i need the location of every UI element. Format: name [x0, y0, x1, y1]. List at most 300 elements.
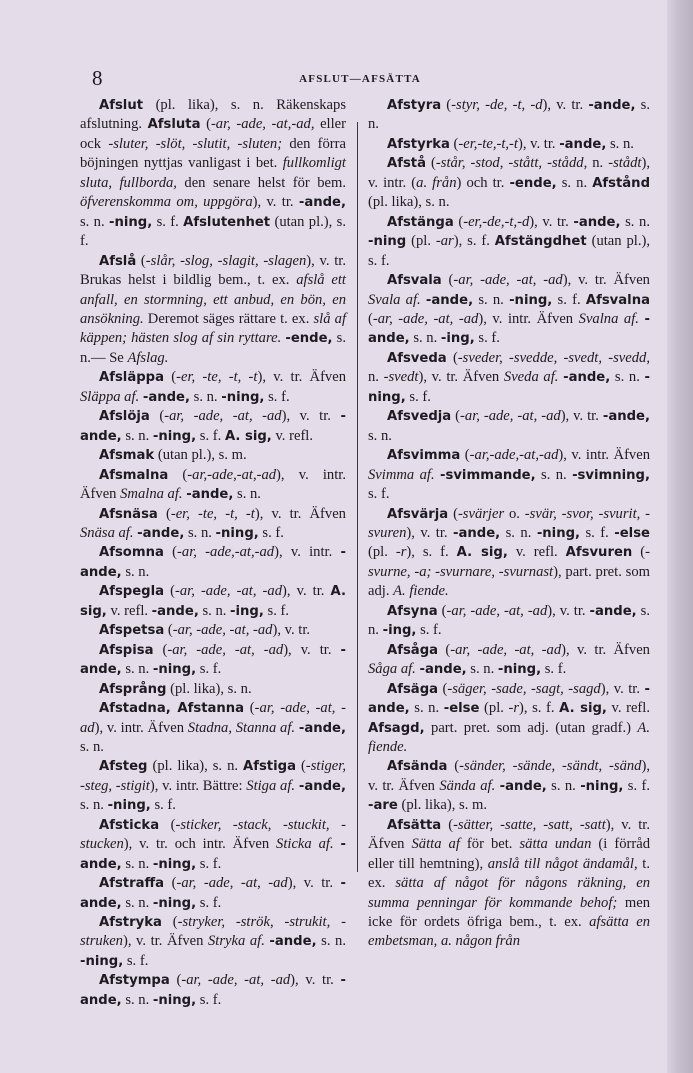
entry-text: s. n. — [80, 797, 108, 814]
headword: Afstå — [387, 156, 426, 172]
dictionary-entry — [80, 874, 346, 913]
entry-text: ( — [447, 758, 460, 775]
entry-text: s. f. — [552, 291, 586, 308]
entry-text: (utan pl.), s. f. — [368, 233, 650, 269]
italic-text: -ar, -ade, -at, -ad — [80, 700, 346, 736]
entry-text: ), part. pret. som adj. — [368, 563, 650, 600]
dictionary-entry — [80, 407, 346, 446]
headword: Afstryka — [99, 915, 162, 931]
headword: -ande, — [602, 409, 650, 425]
entry-text: s. n. — [190, 388, 222, 405]
entry-text: ), v. intr. Äfven — [478, 310, 579, 327]
italic-text: -slår, -slog, -slagit, -slagen — [145, 252, 307, 269]
headword: Afsvuren — [565, 545, 633, 561]
entry-text: ( — [149, 408, 165, 425]
entry-text: s. f. — [416, 622, 442, 639]
entry-text: s. n. — [121, 427, 153, 444]
headword: -ning, — [580, 778, 624, 794]
headword: -are — [368, 798, 398, 814]
entry-text: s. f. — [474, 330, 500, 347]
entry-text: ( — [449, 135, 459, 152]
entry-text: ( — [153, 641, 168, 658]
italic-text: -er,-te,-t,-t — [458, 135, 518, 152]
italic-text: -sänder, -sände, -sändt, -sänd — [459, 758, 642, 775]
entry-text: ), v. tr. och intr. Äfven — [123, 836, 277, 853]
entry-text: (pl. lika), s. n. Räkenskaps afslutning. — [80, 97, 346, 133]
italic-text: -ar, -ade, -at, -ad — [175, 583, 283, 600]
italic-text: Sveda af. — [503, 369, 559, 386]
headword: A. sig, — [559, 701, 607, 717]
entry-text: v. refl. — [507, 544, 566, 561]
entry-text: s. n. — [233, 486, 261, 503]
italic-text: Sätta af — [411, 836, 460, 853]
italic-text: -stryker, -strök, -strukit, -struken — [80, 914, 346, 950]
entry-text: ), v. tr. Äfven — [368, 758, 650, 794]
entry-text: ( — [368, 310, 373, 327]
dictionary-entry — [368, 213, 650, 271]
headword: A. sig, — [80, 584, 346, 619]
dictionary-entry — [80, 680, 346, 699]
entry-text: ( — [438, 680, 448, 697]
dictionary-entry — [368, 446, 650, 504]
headword: Afstiga — [243, 759, 296, 775]
headword: -ande, — [80, 837, 346, 872]
italic-text: -ar, -ade, -at, -ad — [167, 641, 284, 658]
dictionary-entry — [368, 757, 650, 815]
italic-text: -r — [395, 544, 407, 561]
italic-text: -ar, -ade, -at, -ad — [372, 310, 479, 327]
headword: Afsvala — [387, 273, 442, 289]
headword: -ning, — [368, 370, 651, 405]
entry-text: ( — [164, 622, 173, 639]
entry-text: s. n. — [409, 700, 444, 717]
entry-text: Deremot säges rättare t. ex. — [143, 310, 314, 327]
headword: Afstänga — [387, 214, 454, 230]
headword: -ande, — [419, 662, 467, 678]
italic-text: -sluter, -slöt, -slutit, -sluten; — [108, 135, 283, 152]
dictionary-entry — [80, 641, 346, 680]
headword: Afsagd, — [368, 720, 425, 736]
entry-text: eller ock — [80, 116, 346, 152]
entry-text: ), v. tr. — [517, 135, 560, 152]
entry-text: s. f. — [541, 661, 567, 678]
italic-text: -er, -te, -t, -t — [170, 505, 255, 522]
headword: Afstadna, Afstanna — [99, 701, 245, 717]
headword: Afsvalna — [585, 292, 650, 308]
entry-text: ), v. tr. — [287, 875, 341, 892]
entry-text: ), v. intr. Äfven — [80, 466, 346, 503]
entry-text: ( — [244, 700, 255, 717]
headword: Afsteg — [99, 759, 148, 775]
headword: -ande, — [142, 389, 190, 405]
entry-text: s. n. — [606, 135, 634, 152]
italic-text: Stiga af. — [246, 777, 296, 794]
headword: -ande, — [80, 545, 346, 580]
entry-text: s. n. — [556, 174, 593, 191]
dictionary-entry — [80, 252, 346, 369]
headword: -ning, — [497, 662, 542, 678]
italic-text: -stådt — [608, 155, 642, 172]
entry-text: ( — [437, 602, 447, 619]
headword: Afsvärja — [387, 506, 449, 522]
left-column — [80, 96, 346, 1010]
headword: A. sig, — [224, 428, 272, 444]
headword: -ande, — [298, 778, 346, 794]
entry-text: ), v. tr. — [542, 97, 589, 113]
entry-text: part. pret. som adj. (utan gradf.) — [424, 719, 638, 736]
italic-text: -svedt — [383, 369, 419, 386]
italic-text: Afslag. — [127, 349, 169, 366]
headword: Afstyrka — [387, 136, 450, 152]
italic-text: Snäsa af. — [80, 524, 134, 541]
headword: -ande, — [80, 973, 346, 1008]
headword: Afsyna — [387, 603, 438, 619]
dictionary-entry — [80, 466, 346, 505]
headword: Afsomna — [99, 545, 164, 561]
entry-text: s. f. — [258, 524, 284, 541]
dictionary-entry — [368, 641, 650, 680]
entry-text: s. n. — [409, 330, 441, 347]
entry-text: ), s. f. — [406, 544, 457, 561]
entry-text: ), v. tr. Äfven — [562, 272, 650, 289]
entry-text: ), v. tr. Äfven — [418, 369, 504, 386]
italic-text: -ar — [435, 233, 454, 250]
entry-text: ) och tr. — [456, 174, 510, 191]
italic-text: -sveder, -svedde, -svedt, -svedd, — [457, 349, 650, 366]
entry-text: ( — [295, 758, 306, 775]
entry-text: ), v. tr. Äfven — [368, 816, 651, 853]
dictionary-entry — [80, 446, 346, 465]
italic-text: Sända af. — [439, 777, 496, 794]
headword: -ning, — [108, 214, 153, 230]
italic-text: -styr, -de, -t, -d — [451, 97, 543, 113]
entry-text: (pl. lika), s. n. — [166, 680, 252, 697]
entry-text: den förra böjningen nyttjas vanligast i bet. — [80, 135, 346, 172]
italic-text: -sätter, -satte, -satt, -satt — [453, 816, 606, 833]
entry-text: s. n. — [368, 602, 650, 639]
headword: -ning, — [152, 428, 197, 444]
entry-text: ), v. tr. Äfven — [561, 641, 650, 658]
italic-text: slå af käppen; hästen slog af sin ryttare. — [80, 310, 346, 347]
dictionary-entry — [368, 602, 650, 641]
italic-text: anslå till något ändamål, — [487, 855, 638, 872]
italic-text: -ar, -ade, -at, -ad — [176, 875, 288, 892]
dictionary-entry — [80, 816, 346, 874]
italic-text: Stadna, Stanna af. — [187, 719, 296, 736]
entry-text: s. n. — [121, 991, 153, 1008]
headword: -ning, — [80, 953, 124, 969]
entry-text: s. f. — [196, 661, 222, 678]
entry-text: ), v. tr. Äfven — [122, 933, 208, 950]
italic-text: -ar, -ade, -at, -ad — [164, 408, 282, 425]
headword: -ing, — [382, 623, 417, 639]
entry-text: ), v. tr. — [406, 524, 454, 541]
entry-text: ( — [164, 583, 175, 600]
italic-text: a. från — [416, 174, 457, 191]
entry-text: (pl. — [406, 233, 436, 250]
entry-text: ), v. tr. — [252, 194, 299, 211]
entry-text: s. n. — [368, 97, 650, 133]
entry-text: ( — [161, 914, 178, 931]
dictionary-entry — [368, 154, 650, 212]
dictionary-entry — [80, 699, 346, 757]
italic-text: -ar,-ade,-at,-ad — [469, 447, 559, 464]
entry-text: v. refl. — [606, 700, 650, 717]
entry-text: ), v. tr. — [272, 622, 311, 639]
entry-text: ), v. tr. — [560, 408, 603, 425]
entry-text: men icke för ordets öfriga bem., t. ex. — [368, 894, 650, 931]
entry-text: s. f. — [123, 952, 149, 969]
headword: -ning, — [152, 992, 197, 1008]
headword: -ande, — [298, 195, 346, 211]
headword: -ning, — [215, 525, 259, 541]
headword: -svimmande, — [440, 467, 536, 483]
entry-text: s. f. — [150, 797, 176, 814]
italic-text: Stryka af. — [207, 933, 265, 950]
italic-text: -står, -stod, -stått, -stådd, — [435, 155, 588, 172]
italic-text: -r — [508, 700, 520, 717]
dictionary-entry — [80, 368, 346, 407]
headword: Afspisa — [99, 642, 154, 658]
entry-text: s. n. — [121, 661, 153, 678]
headword: Afspegla — [99, 584, 165, 600]
italic-text: -ar, -ade, -at, -ad — [446, 602, 548, 619]
entry-text: ( — [159, 816, 176, 833]
italic-text: -ar,-ade,-at,-ad — [187, 466, 277, 483]
headword: Afsända — [387, 759, 448, 775]
entry-text: (utan pl.), s. f. — [80, 213, 346, 250]
entry-text: s. f. — [196, 894, 222, 911]
italic-text: Såga af. — [368, 661, 416, 678]
entry-text: ( — [446, 349, 458, 366]
italic-text: -ar, -ade, -at, -ad — [181, 972, 291, 989]
entry-text: o. — [504, 505, 525, 522]
entry-text: s. f. — [264, 388, 290, 405]
dictionary-entry — [80, 913, 346, 971]
entry-text: (pl. — [368, 544, 396, 561]
italic-text: Smalna af. — [120, 486, 183, 503]
entry-text: ( — [441, 97, 452, 113]
entry-text: s. f. — [623, 777, 651, 794]
italic-text: afslå ett anfall, en stormning, ett anbud, en bön, en ansökning. — [80, 272, 346, 327]
italic-text: afsätta en embetsman, a. någon från — [368, 914, 650, 950]
dictionary-entry — [368, 407, 650, 446]
headword: Afslutenhet — [183, 214, 271, 230]
entry-text: ( — [438, 641, 451, 658]
italic-text: A. fiende. — [368, 719, 650, 755]
dictionary-entry — [80, 971, 346, 1010]
entry-text: s. n.— Se — [80, 330, 346, 366]
italic-text: -stiger, -steg, -stigit — [80, 758, 346, 794]
entry-text: ( — [157, 505, 171, 522]
headword: Afsmalna — [99, 467, 169, 483]
headword: Afsåga — [387, 642, 439, 658]
entry-text: ( — [163, 544, 178, 561]
entry-text: ), v. intr. Äfven — [558, 447, 650, 464]
headword: -ning, — [107, 798, 151, 814]
entry-text: s. n. — [620, 213, 650, 230]
headword: Afslöja — [99, 409, 150, 425]
entry-text: s. n. — [535, 466, 573, 483]
entry-text: ), v. intr. Bättre: — [149, 777, 247, 794]
headword: -ande, — [368, 311, 650, 347]
headword: -ende, — [509, 175, 557, 191]
headword: Afsticka — [99, 817, 160, 833]
entry-text: ), v. tr. Brukas helst i bildlig bem., t. ex. — [80, 252, 346, 289]
headword: -ning, — [152, 895, 197, 911]
entry-text: ), s. f. — [453, 233, 495, 250]
entry-text: ), v. tr. — [600, 680, 645, 697]
headword: -ande, — [137, 525, 185, 541]
dictionary-entry — [80, 543, 346, 582]
headword: -ande, — [589, 603, 637, 619]
headword: -else — [443, 701, 480, 717]
dictionary-entry — [368, 96, 650, 135]
entry-text: s. f. — [263, 602, 290, 619]
italic-text: A. fiende. — [393, 583, 449, 600]
italic-text: fullkomligt sluta, fullborda, — [80, 155, 346, 191]
headword: Afsprång — [99, 681, 167, 697]
italic-text: Släppa af. — [80, 388, 140, 405]
entry-text: s. f. — [196, 855, 222, 872]
entry-text: ), v. tr. — [282, 583, 331, 600]
entry-text: ), v. tr. — [529, 213, 574, 230]
entry-text: ( — [453, 213, 464, 230]
headword: -ing, — [440, 331, 475, 347]
headword: Afsmak — [99, 448, 155, 464]
entry-text: s. n. — [80, 738, 104, 755]
entry-text: ( — [441, 816, 454, 833]
entry-text: s. n. — [500, 524, 537, 541]
dictionary-entry — [368, 135, 650, 154]
entry-text: ), v. tr. — [547, 602, 590, 619]
entry-text: v. refl. — [106, 602, 152, 619]
page-edge — [667, 0, 693, 1073]
page-number: 8 — [92, 66, 103, 90]
entry-text: ( — [448, 505, 458, 522]
entry-text: s. f. — [405, 388, 431, 405]
entry-text: s. f. — [368, 486, 390, 503]
italic-text: -sticker, -stack, -stuckit, -stucken — [80, 816, 346, 853]
entry-text: (pl. lika), s. n. — [147, 758, 244, 775]
italic-text: -svärjer — [457, 505, 505, 522]
entry-text: s. n. — [198, 602, 231, 619]
entry-text: ( — [164, 369, 177, 386]
headword: -ande, — [368, 681, 650, 717]
entry-text: ), v. intr. ( — [368, 155, 650, 191]
entry-text: ( — [200, 116, 211, 133]
italic-text: -ar, -ade, -at, -ad — [460, 408, 561, 425]
entry-text: n. — [368, 369, 384, 386]
headword: -ning, — [152, 856, 197, 872]
entry-text: ), v. tr. — [283, 641, 341, 658]
headword: -ande, — [588, 98, 636, 113]
italic-text: -er,-de,-t,-d — [463, 213, 530, 230]
entry-text: (i förråd eller till hemtning), — [368, 836, 650, 872]
headword: Afstraffa — [99, 876, 165, 892]
italic-text: sätta af något för någons räkning, en summa penningar för kommande behof; — [368, 875, 650, 911]
headword: -ning, — [536, 525, 581, 541]
headword: -ande, — [559, 136, 607, 152]
entry-text: s. n. — [121, 563, 150, 580]
entry-text: ( — [169, 972, 182, 989]
entry-text: s. n. — [121, 894, 153, 911]
italic-text: -svurne, -a; -svurnare, -svurnast — [368, 544, 651, 580]
entry-text: (utan pl.), s. m. — [154, 447, 247, 464]
entry-text: (pl. lika), s. m. — [397, 797, 488, 814]
entry-text: s. n. — [466, 661, 498, 678]
entry-text: ), v. tr. — [281, 408, 341, 425]
headword: Afslut — [99, 98, 144, 113]
italic-text: Sticka af. — [276, 836, 334, 853]
italic-text: -ar, -ade,-at,-ad — [177, 544, 275, 561]
dictionary-entry — [368, 271, 650, 349]
headword: Afstånd — [592, 175, 651, 191]
entry-text: (pl. — [479, 700, 509, 717]
entry-text: s. n. — [546, 777, 581, 794]
dictionary-entry — [80, 505, 346, 544]
headword: -ande, — [151, 603, 199, 619]
headword: -ande, — [80, 876, 346, 911]
italic-text: -ar, -ade, -at,-ad, — [210, 116, 315, 133]
headword: Afsvimma — [387, 448, 461, 464]
headword: Afsluta — [147, 117, 201, 133]
column-divider — [357, 122, 358, 872]
entry-text: ), v. tr. — [290, 972, 341, 989]
headword: Afstyra — [387, 98, 442, 113]
headword: -ning, — [509, 292, 553, 308]
entry-text: s. n. — [610, 369, 645, 386]
entry-text — [334, 836, 341, 852]
entry-text: ( — [168, 466, 188, 483]
headword: Afslå — [99, 253, 137, 269]
entry-text: s. f. — [196, 427, 225, 444]
dictionary-entry — [368, 680, 650, 758]
headword: Afsätta — [387, 817, 442, 833]
headword: -ning, — [221, 389, 265, 405]
entry-text: s. n. — [80, 213, 109, 230]
entry-text: ( — [632, 544, 646, 561]
entry-text: s. f. — [580, 524, 615, 541]
headword: Afspetsa — [99, 623, 165, 639]
headword: -ande, — [573, 214, 621, 230]
entry-text: s. n. — [368, 427, 392, 444]
entry-text: ( — [136, 252, 146, 269]
headword: -ande, — [186, 487, 234, 503]
headword: -ande, — [563, 370, 611, 386]
entry-text: n. — [587, 155, 609, 172]
headword: Afsnäsa — [99, 506, 158, 522]
headword: Afsläppa — [99, 370, 164, 386]
headword: A. sig, — [456, 545, 508, 561]
italic-text: Svalna af. — [578, 310, 639, 327]
entry-text: (pl. lika), s. n. — [368, 194, 450, 211]
entry-text: ), v. tr. Äfven — [257, 369, 346, 386]
headword: -ande, — [453, 525, 501, 541]
entry-text: s. n. — [184, 524, 216, 541]
headword: -svimning, — [572, 467, 651, 483]
running-head: AFSLUT—AFSÄTTA — [299, 73, 421, 85]
entry-text: ( — [164, 875, 177, 892]
entry-text: ), v. intr. — [274, 544, 341, 561]
entry-text: s. f. — [196, 991, 222, 1008]
dictionary-entry — [80, 582, 346, 621]
entry-text: ), s. f. — [519, 700, 560, 717]
entry-text: ), v. intr. Äfven — [94, 719, 188, 736]
italic-text: Svala af. — [368, 291, 421, 308]
entry-text: ( — [460, 447, 470, 464]
headword: -ande, — [269, 934, 317, 950]
